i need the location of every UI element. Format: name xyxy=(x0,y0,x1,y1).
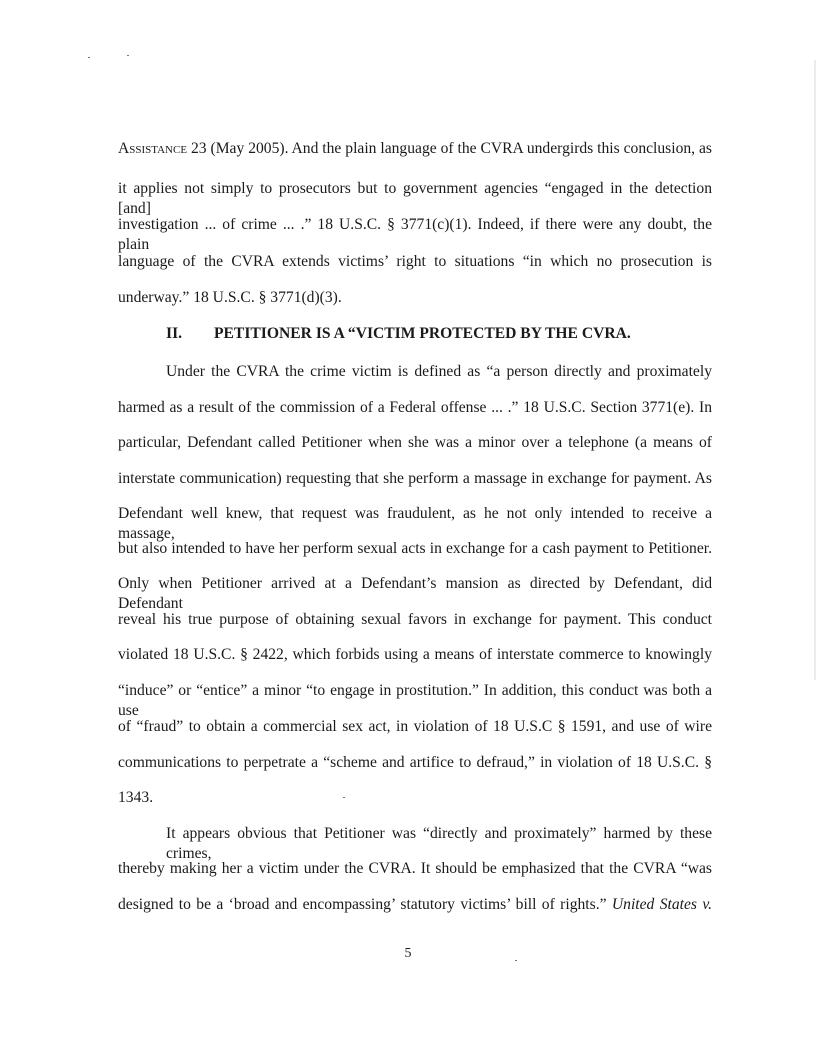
body-line: reveal his true purpose of obtaining sexual favors in exchange for payment. This conduct xyxy=(118,611,712,628)
body-line: particular, Defendant called Petitioner when she was a minor over a telephone (a means of xyxy=(118,434,712,451)
page-number: 5 xyxy=(404,946,412,961)
body-line: It appears obvious that Petitioner was “directly and proximately” harmed by these crimes, xyxy=(166,825,712,862)
body-line: communications to perpetrate a “scheme and artifice to defraud,” in violation of 18 U.S.C. § xyxy=(118,754,712,771)
body-line: thereby making her a victim under the CVRA. It should be emphasized that the CVRA “was xyxy=(118,860,712,877)
body-line: harmed as a result of the commission of a Federal offense ... .” 18 U.S.C. Section 3771(e). In xyxy=(118,399,712,416)
body-line: but also intended to have her perform sexual acts in exchange for a cash payment to Petitioner. xyxy=(118,540,712,557)
case-citation-italic: United States v. xyxy=(611,896,712,913)
body-line: designed to be a ‘broad and encompassing’ statutory victims’ bill of rights.” United States v. xyxy=(118,896,712,913)
body-line: Assistance 23 (May 2005). And the plain language of the CVRA undergirds this conclusion, as xyxy=(118,140,712,157)
section-title: PETITIONER IS A “VICTIM PROTECTED BY THE CVRA. xyxy=(214,325,631,342)
body-line: violated 18 U.S.C. § 2422, which forbids using a means of interstate commerce to knowingly xyxy=(118,646,712,663)
body-line: interstate communication) requesting that she perform a massage in exchange for payment. As xyxy=(118,470,712,487)
body-line: “induce” or “entice” a minor “to engage in prostitution.” In addition, this conduct was both a use xyxy=(118,682,712,719)
body-line: language of the CVRA extends victims’ right to situations “in which no prosecution is xyxy=(118,253,712,270)
body-line: it applies not simply to prosecutors but to government agencies “engaged in the detection [and] xyxy=(118,180,712,217)
body-line: Only when Petitioner arrived at a Defendant’s mansion as directed by Defendant, did Defendant xyxy=(118,575,712,612)
body-line: Defendant well knew, that request was fraudulent, as he not only intended to receive a massage, xyxy=(118,505,712,542)
scan-speck xyxy=(127,55,129,56)
scan-speck xyxy=(515,960,517,961)
body-line: of “fraud” to obtain a commercial sex act, in violation of 18 U.S.C § 1591, and use of wire xyxy=(118,718,712,735)
scan-speck xyxy=(88,57,90,58)
body-line: underway.” 18 U.S.C. § 3771(d)(3). xyxy=(118,289,342,306)
section-heading xyxy=(166,324,726,344)
body-line: 1343. xyxy=(118,789,154,806)
body-line: Under the CVRA the crime victim is defined as “a person directly and proximately xyxy=(166,363,712,380)
body-line: investigation ... of crime ... .” 18 U.S.C. § 3771(c)(1). Indeed, if there were any doubt, the plain xyxy=(118,216,712,253)
section-number: II. xyxy=(166,325,183,342)
